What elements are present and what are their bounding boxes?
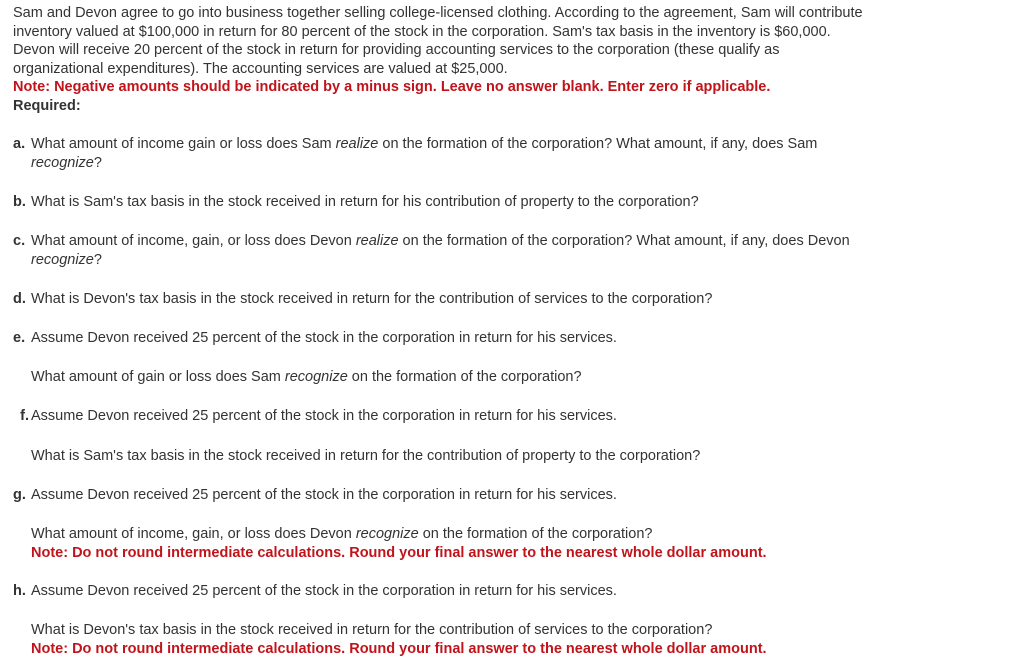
question-emphasis: realize <box>335 136 379 152</box>
problem-intro <box>13 4 1013 115</box>
required-heading: Required: <box>13 97 81 114</box>
question-letter: c. <box>13 233 26 249</box>
question-c <box>13 232 1003 269</box>
question-text: What is Sam's tax basis in the stock received in return for the contribution of property to the corporation? <box>31 448 701 464</box>
question-f-sub <box>31 447 1001 466</box>
question-text: What is Devon's tax basis in the stock received in return for the contribution of services to the corporation? <box>31 622 713 638</box>
question-a <box>13 135 1003 172</box>
intro-line: organizational expenditures). The accounting services are valued at $25,000. <box>13 60 508 77</box>
intro-line: Devon will receive 20 percent of the stock in return for providing accounting services to the corporation (these qualify as <box>13 42 780 58</box>
negative-amount-note: Note: Negative amounts should be indicated by a minus sign. Leave no answer blank. Enter zero if applicable. <box>13 79 771 95</box>
question-emphasis: recognize <box>31 154 94 171</box>
question-d <box>13 290 1003 309</box>
question-letter: e. <box>13 330 26 346</box>
question-text: on the formation of the corporation? <box>347 369 582 385</box>
question-letter: f. <box>20 408 29 424</box>
question-text: on the formation of the corporation? What amount, if any, does Devon <box>398 233 850 249</box>
question-b <box>13 193 1003 212</box>
question-text: on the formation of the corporation? <box>418 526 653 542</box>
question-text: ? <box>93 251 102 268</box>
question-g-sub <box>31 525 1001 562</box>
question-e-sub <box>31 368 1001 387</box>
question-text: ? <box>93 154 102 171</box>
question-letter: h. <box>13 583 26 599</box>
question-text: What amount of income gain or loss does Sam <box>31 136 336 152</box>
question-text: Assume Devon received 25 percent of the stock in the corporation in return for his services. <box>31 330 617 346</box>
intro-line: Sam and Devon agree to go into business together selling college-licensed clothing. According to the agreement, Sam will contribute <box>13 5 863 21</box>
question-emphasis: recognize <box>31 251 94 268</box>
question-emphasis: realize <box>355 233 399 249</box>
question-text: Assume Devon received 25 percent of the stock in the corporation in return for his services. <box>31 408 617 424</box>
question-g <box>13 486 1003 505</box>
question-text: Assume Devon received 25 percent of the stock in the corporation in return for his services. <box>31 487 617 503</box>
question-h <box>13 582 1003 601</box>
rounding-note: Note: Do not round intermediate calculations. Round your final answer to the nearest whole dollar amount. <box>31 544 767 561</box>
question-text: Assume Devon received 25 percent of the stock in the corporation in return for his services. <box>31 583 617 599</box>
question-text: What amount of income, gain, or loss does Devon <box>31 526 356 542</box>
question-letter: g. <box>13 487 26 503</box>
question-text: What is Devon's tax basis in the stock received in return for the contribution of services to the corporation? <box>31 291 713 307</box>
question-letter: d. <box>13 291 26 307</box>
question-text: What amount of income, gain, or loss does Devon <box>31 233 356 249</box>
intro-line: inventory valued at $100,000 in return for 80 percent of the stock in the corporation. Sam's tax basis in the inventory is $60,000. <box>13 23 831 40</box>
question-emphasis: recognize <box>284 369 348 385</box>
question-e <box>13 329 1003 348</box>
question-text: What amount of gain or loss does Sam <box>31 369 285 385</box>
question-emphasis: recognize <box>355 526 419 542</box>
question-letter: a. <box>13 136 26 152</box>
rounding-note: Note: Do not round intermediate calculations. Round your final answer to the nearest whole dollar amount. <box>31 640 767 657</box>
question-text: What is Sam's tax basis in the stock received in return for his contribution of property to the corporation? <box>31 194 699 210</box>
question-text: on the formation of the corporation? What amount, if any, does Sam <box>378 136 818 152</box>
question-h-sub <box>31 621 1001 658</box>
question-f <box>13 407 1003 426</box>
question-letter: b. <box>13 194 26 210</box>
